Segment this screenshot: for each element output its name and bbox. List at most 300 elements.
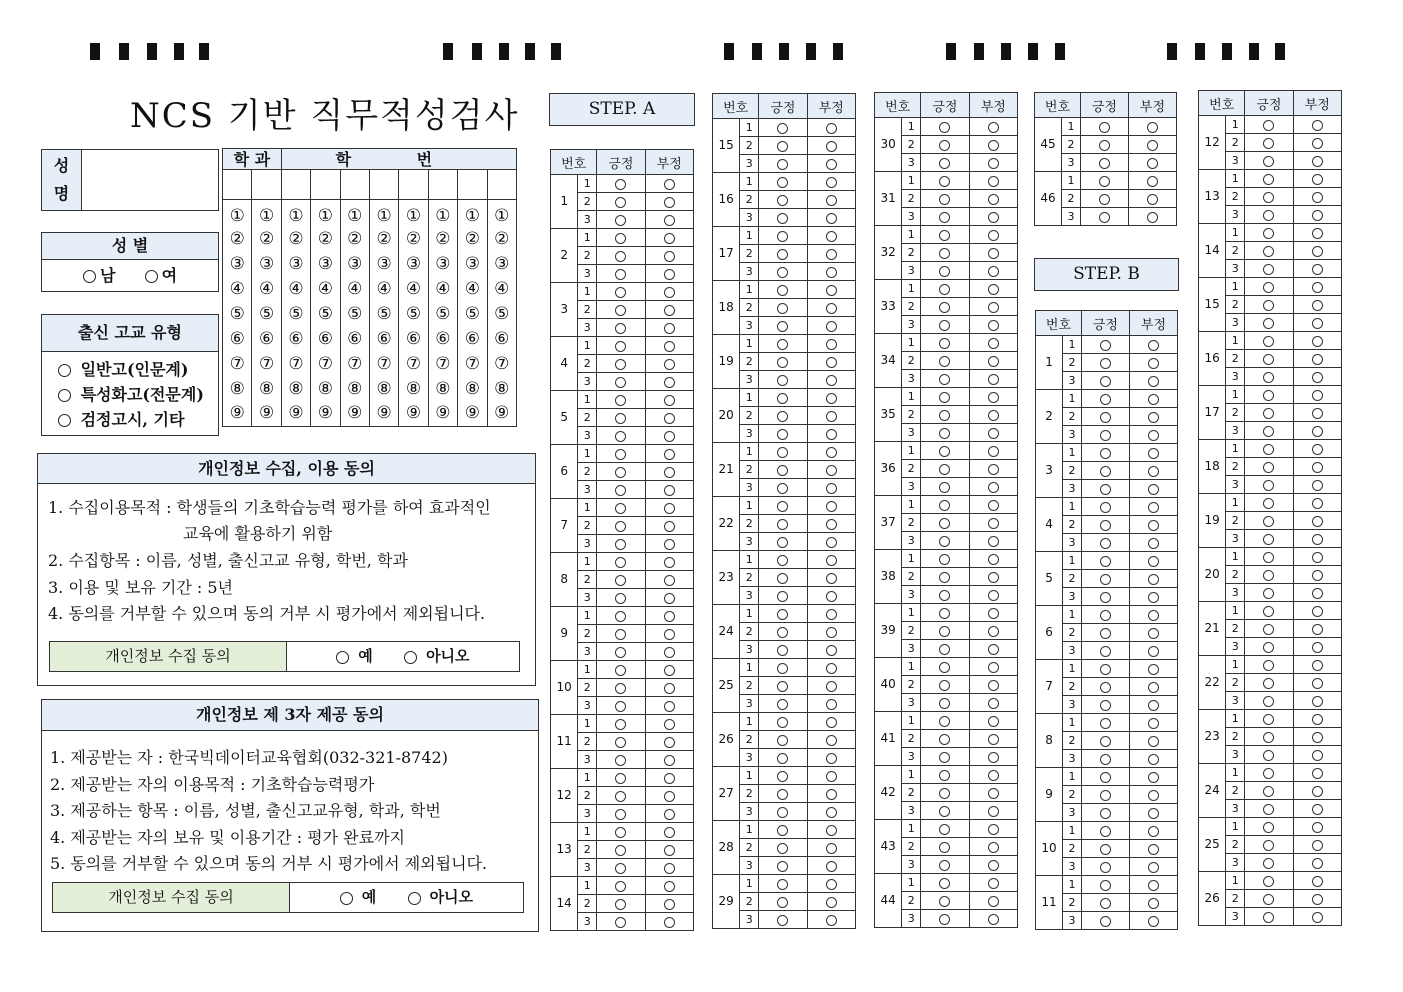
negative-bubble[interactable] [1129,516,1177,534]
positive-bubble[interactable] [759,767,807,785]
positive-bubble[interactable] [759,587,807,605]
positive-bubble[interactable] [921,262,969,280]
positive-bubble[interactable] [921,586,969,604]
negative-bubble[interactable] [1293,422,1341,440]
negative-bubble[interactable] [1129,750,1177,768]
negative-bubble[interactable] [645,409,693,427]
positive-bubble[interactable] [1081,462,1129,480]
negative-bubble[interactable] [1293,332,1341,350]
positive-bubble[interactable] [759,569,807,587]
positive-bubble[interactable] [1081,588,1129,606]
positive-bubble[interactable] [759,461,807,479]
negative-bubble[interactable] [645,895,693,913]
negative-bubble[interactable] [969,802,1017,820]
negative-bubble[interactable] [1129,444,1177,462]
positive-bubble[interactable] [1245,242,1293,260]
positive-bubble[interactable] [921,820,969,838]
negative-bubble[interactable] [807,767,855,785]
negative-bubble[interactable] [1293,530,1341,548]
negative-bubble[interactable] [1129,372,1177,390]
id-digit-bubble[interactable]: ④ [487,276,516,301]
negative-bubble[interactable] [1293,296,1341,314]
positive-bubble[interactable] [1081,498,1129,516]
positive-bubble[interactable] [597,355,645,373]
negative-bubble[interactable] [645,643,693,661]
positive-bubble[interactable] [1245,278,1293,296]
negative-bubble[interactable] [969,856,1017,874]
id-digit-bubble[interactable]: ⑦ [252,351,281,376]
positive-bubble[interactable] [1245,836,1293,854]
negative-bubble[interactable] [1293,350,1341,368]
positive-bubble[interactable] [1081,894,1129,912]
positive-bubble[interactable] [597,463,645,481]
positive-bubble[interactable] [1081,408,1129,426]
negative-bubble[interactable] [645,391,693,409]
id-digit-bubble[interactable]: ⑦ [340,351,369,376]
id-digit-bubble[interactable]: ③ [399,251,428,276]
negative-bubble[interactable] [645,841,693,859]
negative-bubble[interactable] [645,175,693,193]
positive-bubble[interactable] [1081,840,1129,858]
positive-bubble[interactable] [759,875,807,893]
positive-bubble[interactable] [597,589,645,607]
positive-bubble[interactable] [1245,368,1293,386]
negative-bubble[interactable] [1293,746,1341,764]
positive-bubble[interactable] [1245,224,1293,242]
positive-bubble[interactable] [759,857,807,875]
negative-bubble[interactable] [1293,548,1341,566]
positive-bubble[interactable] [597,175,645,193]
positive-bubble[interactable] [1081,372,1129,390]
negative-bubble[interactable] [1293,818,1341,836]
negative-bubble[interactable] [645,193,693,211]
positive-bubble[interactable] [759,623,807,641]
positive-bubble[interactable] [597,517,645,535]
id-digit-bubble[interactable]: ① [399,200,428,227]
positive-bubble[interactable] [1081,642,1129,660]
negative-bubble[interactable] [1128,172,1176,190]
positive-bubble[interactable] [597,193,645,211]
negative-bubble[interactable] [645,283,693,301]
school-type-option-2[interactable] [58,382,218,407]
negative-bubble[interactable] [969,244,1017,262]
negative-bubble[interactable] [645,733,693,751]
id-digit-bubble[interactable]: ⑦ [281,351,310,376]
positive-bubble[interactable] [597,373,645,391]
negative-bubble[interactable] [1293,440,1341,458]
negative-bubble[interactable] [645,553,693,571]
negative-bubble[interactable] [645,247,693,265]
negative-bubble[interactable] [1293,224,1341,242]
positive-bubble[interactable] [759,371,807,389]
positive-bubble[interactable] [1081,912,1129,930]
positive-bubble[interactable] [759,551,807,569]
negative-bubble[interactable] [807,587,855,605]
positive-bubble[interactable] [921,550,969,568]
positive-bubble[interactable] [1245,260,1293,278]
negative-bubble[interactable] [969,622,1017,640]
id-write-cell[interactable] [428,170,457,200]
positive-bubble[interactable] [1245,872,1293,890]
consent-third-party-no-option[interactable] [408,888,473,906]
id-digit-bubble[interactable]: ④ [399,276,428,301]
negative-bubble[interactable] [807,371,855,389]
id-write-cell[interactable] [458,170,487,200]
positive-bubble[interactable] [1081,768,1129,786]
positive-bubble[interactable] [921,478,969,496]
id-write-cell[interactable] [281,170,310,200]
id-digit-bubble[interactable]: ⑧ [252,376,281,401]
positive-bubble[interactable] [1081,696,1129,714]
name-field[interactable] [83,150,218,210]
positive-bubble[interactable] [1245,908,1293,926]
positive-bubble[interactable] [921,208,969,226]
positive-bubble[interactable] [759,479,807,497]
negative-bubble[interactable] [807,389,855,407]
negative-bubble[interactable] [645,571,693,589]
positive-bubble[interactable] [597,841,645,859]
positive-bubble[interactable] [1080,154,1128,172]
positive-bubble[interactable] [1081,750,1129,768]
negative-bubble[interactable] [969,748,1017,766]
positive-bubble[interactable] [759,317,807,335]
positive-bubble[interactable] [597,823,645,841]
positive-bubble[interactable] [1081,480,1129,498]
positive-bubble[interactable] [921,874,969,892]
id-digit-bubble[interactable]: ② [340,226,369,251]
negative-bubble[interactable] [969,406,1017,424]
id-digit-bubble[interactable]: ⑦ [223,351,252,376]
positive-bubble[interactable] [921,442,969,460]
positive-bubble[interactable] [921,460,969,478]
positive-bubble[interactable] [759,785,807,803]
negative-bubble[interactable] [807,605,855,623]
id-digit-bubble[interactable]: ⑨ [369,401,398,426]
negative-bubble[interactable] [1129,426,1177,444]
positive-bubble[interactable] [597,409,645,427]
id-digit-bubble[interactable]: ③ [252,251,281,276]
positive-bubble[interactable] [921,784,969,802]
positive-bubble[interactable] [1081,822,1129,840]
positive-bubble[interactable] [597,283,645,301]
negative-bubble[interactable] [969,874,1017,892]
negative-bubble[interactable] [645,373,693,391]
id-digit-bubble[interactable]: ⑨ [311,401,340,426]
negative-bubble[interactable] [969,784,1017,802]
negative-bubble[interactable] [1293,584,1341,602]
positive-bubble[interactable] [597,715,645,733]
positive-bubble[interactable] [1245,800,1293,818]
id-digit-bubble[interactable]: ⑤ [369,301,398,326]
negative-bubble[interactable] [645,211,693,229]
positive-bubble[interactable] [597,391,645,409]
id-digit-bubble[interactable]: ⑨ [223,401,252,426]
positive-bubble[interactable] [759,677,807,695]
positive-bubble[interactable] [1245,728,1293,746]
positive-bubble[interactable] [1081,552,1129,570]
positive-bubble[interactable] [921,298,969,316]
negative-bubble[interactable] [969,910,1017,928]
id-digit-bubble[interactable]: ④ [311,276,340,301]
positive-bubble[interactable] [1245,350,1293,368]
positive-bubble[interactable] [597,427,645,445]
positive-bubble[interactable] [1080,118,1128,136]
negative-bubble[interactable] [969,694,1017,712]
negative-bubble[interactable] [1129,822,1177,840]
positive-bubble[interactable] [597,535,645,553]
negative-bubble[interactable] [807,713,855,731]
consent-collection-no-option[interactable] [404,647,469,665]
negative-bubble[interactable] [1293,908,1341,926]
positive-bubble[interactable] [597,625,645,643]
positive-bubble[interactable] [1245,638,1293,656]
negative-bubble[interactable] [969,460,1017,478]
negative-bubble[interactable] [645,517,693,535]
positive-bubble[interactable] [759,119,807,137]
positive-bubble[interactable] [1080,172,1128,190]
positive-bubble[interactable] [1245,152,1293,170]
negative-bubble[interactable] [807,551,855,569]
positive-bubble[interactable] [759,605,807,623]
negative-bubble[interactable] [969,370,1017,388]
negative-bubble[interactable] [807,839,855,857]
positive-bubble[interactable] [1081,570,1129,588]
positive-bubble[interactable] [1081,624,1129,642]
negative-bubble[interactable] [807,299,855,317]
id-digit-bubble[interactable]: ① [340,200,369,227]
id-digit-bubble[interactable]: ⑤ [340,301,369,326]
positive-bubble[interactable] [921,766,969,784]
positive-bubble[interactable] [597,679,645,697]
positive-bubble[interactable] [921,856,969,874]
negative-bubble[interactable] [1293,692,1341,710]
id-digit-bubble[interactable]: ⑨ [487,401,516,426]
negative-bubble[interactable] [645,913,693,931]
id-digit-bubble[interactable]: ④ [458,276,487,301]
id-digit-bubble[interactable]: ⑥ [340,326,369,351]
positive-bubble[interactable] [1081,786,1129,804]
negative-bubble[interactable] [969,766,1017,784]
negative-bubble[interactable] [1293,854,1341,872]
positive-bubble[interactable] [921,388,969,406]
negative-bubble[interactable] [645,355,693,373]
positive-bubble[interactable] [1245,476,1293,494]
positive-bubble[interactable] [921,406,969,424]
positive-bubble[interactable] [759,533,807,551]
negative-bubble[interactable] [1293,620,1341,638]
negative-bubble[interactable] [645,679,693,697]
negative-bubble[interactable] [969,640,1017,658]
positive-bubble[interactable] [1245,386,1293,404]
id-digit-bubble[interactable]: ⑨ [281,401,310,426]
positive-bubble[interactable] [759,893,807,911]
positive-bubble[interactable] [759,839,807,857]
id-digit-bubble[interactable]: ⑦ [369,351,398,376]
id-digit-bubble[interactable]: ③ [369,251,398,276]
negative-bubble[interactable] [645,859,693,877]
positive-bubble[interactable] [759,209,807,227]
id-digit-bubble[interactable]: ⑦ [399,351,428,376]
negative-bubble[interactable] [1293,800,1341,818]
positive-bubble[interactable] [921,658,969,676]
negative-bubble[interactable] [969,316,1017,334]
negative-bubble[interactable] [1293,278,1341,296]
positive-bubble[interactable] [1245,818,1293,836]
positive-bubble[interactable] [1245,746,1293,764]
negative-bubble[interactable] [807,677,855,695]
negative-bubble[interactable] [1128,208,1176,226]
positive-bubble[interactable] [1081,354,1129,372]
negative-bubble[interactable] [969,136,1017,154]
negative-bubble[interactable] [1293,494,1341,512]
id-digit-bubble[interactable]: ⑨ [399,401,428,426]
id-digit-bubble[interactable]: ⑧ [487,376,516,401]
positive-bubble[interactable] [921,334,969,352]
positive-bubble[interactable] [597,751,645,769]
id-digit-bubble[interactable]: ② [487,226,516,251]
negative-bubble[interactable] [645,319,693,337]
positive-bubble[interactable] [1081,660,1129,678]
positive-bubble[interactable] [597,733,645,751]
negative-bubble[interactable] [807,227,855,245]
positive-bubble[interactable] [1081,858,1129,876]
negative-bubble[interactable] [1129,786,1177,804]
negative-bubble[interactable] [969,172,1017,190]
positive-bubble[interactable] [921,730,969,748]
negative-bubble[interactable] [969,568,1017,586]
id-write-cell[interactable] [369,170,398,200]
id-digit-bubble[interactable]: ① [252,200,281,227]
negative-bubble[interactable] [807,911,855,929]
gender-male-option[interactable] [83,266,115,285]
negative-bubble[interactable] [807,209,855,227]
negative-bubble[interactable] [807,515,855,533]
school-type-option-3[interactable] [58,407,218,432]
positive-bubble[interactable] [597,571,645,589]
negative-bubble[interactable] [1129,894,1177,912]
id-digit-bubble[interactable]: ⑧ [458,376,487,401]
positive-bubble[interactable] [1081,390,1129,408]
negative-bubble[interactable] [969,892,1017,910]
negative-bubble[interactable] [969,676,1017,694]
positive-bubble[interactable] [1081,714,1129,732]
negative-bubble[interactable] [969,442,1017,460]
negative-bubble[interactable] [1129,876,1177,894]
positive-bubble[interactable] [1245,692,1293,710]
positive-bubble[interactable] [1245,422,1293,440]
positive-bubble[interactable] [921,748,969,766]
positive-bubble[interactable] [759,137,807,155]
id-digit-bubble[interactable]: ⑧ [281,376,310,401]
negative-bubble[interactable] [1128,136,1176,154]
negative-bubble[interactable] [1129,768,1177,786]
negative-bubble[interactable] [1293,170,1341,188]
id-digit-bubble[interactable]: ⑨ [252,401,281,426]
negative-bubble[interactable] [1293,836,1341,854]
negative-bubble[interactable] [969,514,1017,532]
positive-bubble[interactable] [1245,530,1293,548]
id-digit-bubble[interactable]: ⑥ [399,326,428,351]
negative-bubble[interactable] [1129,480,1177,498]
positive-bubble[interactable] [597,877,645,895]
negative-bubble[interactable] [1293,152,1341,170]
negative-bubble[interactable] [969,226,1017,244]
negative-bubble[interactable] [1129,354,1177,372]
negative-bubble[interactable] [1293,404,1341,422]
id-digit-bubble[interactable]: ⑤ [223,301,252,326]
negative-bubble[interactable] [969,604,1017,622]
negative-bubble[interactable] [807,263,855,281]
id-write-cell[interactable] [223,170,252,200]
consent-collection-yes-option[interactable] [336,647,372,665]
positive-bubble[interactable] [1081,606,1129,624]
negative-bubble[interactable] [645,715,693,733]
id-digit-bubble[interactable]: ① [487,200,516,227]
id-digit-bubble[interactable]: ① [311,200,340,227]
positive-bubble[interactable] [1081,804,1129,822]
negative-bubble[interactable] [1129,678,1177,696]
id-digit-bubble[interactable]: ⑦ [311,351,340,376]
negative-bubble[interactable] [807,281,855,299]
negative-bubble[interactable] [1129,606,1177,624]
negative-bubble[interactable] [1293,134,1341,152]
negative-bubble[interactable] [1293,206,1341,224]
negative-bubble[interactable] [807,407,855,425]
negative-bubble[interactable] [1129,498,1177,516]
id-write-cell[interactable] [252,170,281,200]
negative-bubble[interactable] [1293,368,1341,386]
negative-bubble[interactable] [645,535,693,553]
positive-bubble[interactable] [759,749,807,767]
positive-bubble[interactable] [1080,190,1128,208]
positive-bubble[interactable] [597,769,645,787]
positive-bubble[interactable] [759,191,807,209]
positive-bubble[interactable] [759,425,807,443]
negative-bubble[interactable] [807,173,855,191]
positive-bubble[interactable] [1081,732,1129,750]
negative-bubble[interactable] [1129,624,1177,642]
positive-bubble[interactable] [1080,208,1128,226]
positive-bubble[interactable] [597,481,645,499]
positive-bubble[interactable] [1245,206,1293,224]
positive-bubble[interactable] [1081,678,1129,696]
id-digit-bubble[interactable]: ⑤ [458,301,487,326]
negative-bubble[interactable] [645,769,693,787]
id-digit-bubble[interactable]: ② [369,226,398,251]
positive-bubble[interactable] [759,281,807,299]
positive-bubble[interactable] [921,838,969,856]
negative-bubble[interactable] [969,208,1017,226]
positive-bubble[interactable] [1245,170,1293,188]
positive-bubble[interactable] [921,172,969,190]
negative-bubble[interactable] [645,661,693,679]
negative-bubble[interactable] [807,317,855,335]
id-digit-bubble[interactable]: ⑧ [399,376,428,401]
id-digit-bubble[interactable]: ④ [281,276,310,301]
negative-bubble[interactable] [1293,512,1341,530]
positive-bubble[interactable] [1081,426,1129,444]
positive-bubble[interactable] [1081,516,1129,534]
negative-bubble[interactable] [1293,638,1341,656]
positive-bubble[interactable] [1245,566,1293,584]
negative-bubble[interactable] [969,658,1017,676]
positive-bubble[interactable] [1245,602,1293,620]
negative-bubble[interactable] [1129,588,1177,606]
id-digit-bubble[interactable]: ⑥ [252,326,281,351]
positive-bubble[interactable] [759,173,807,191]
id-digit-bubble[interactable]: ② [428,226,457,251]
negative-bubble[interactable] [1129,732,1177,750]
